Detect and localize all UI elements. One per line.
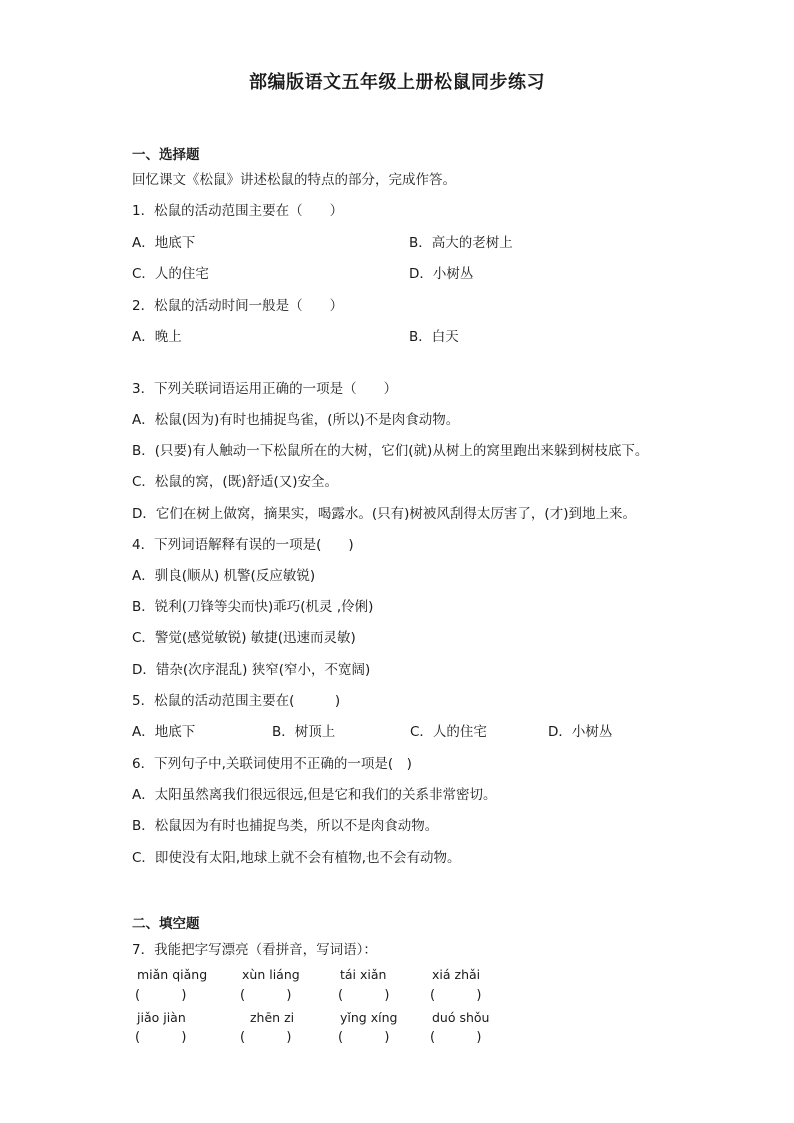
answer-blank[interactable]: ( ) <box>240 1030 292 1045</box>
question-4-option-d[interactable]: D．错杂(次序混乱) 狭窄(窄小，不宽阔) <box>132 662 371 678</box>
section-heading-fill: 二、填空题 <box>132 916 200 932</box>
question-5-option-c[interactable]: C．人的住宅 <box>410 724 487 740</box>
question-5-stem: 5．松鼠的活动范围主要在( ) <box>132 693 341 709</box>
answer-blank[interactable]: ( ) <box>430 1030 482 1045</box>
pinyin-item: zhēn zi <box>250 1010 295 1025</box>
question-6-option-b[interactable]: B．松鼠因为有时也捕捉鸟类，所以不是肉食动物。 <box>132 818 439 834</box>
section-heading-choice: 一、选择题 <box>132 147 200 163</box>
question-3-option-d[interactable]: D．它们在树上做窝，摘果实，喝露水。(只有)树被风刮得太厉害了，(才)到地上来。 <box>132 506 636 522</box>
answer-blank[interactable]: ( ) <box>430 988 482 1003</box>
pinyin-item: xiá zhǎi <box>432 967 481 982</box>
answer-blank[interactable]: ( ) <box>135 1030 187 1045</box>
question-2-option-a[interactable]: A．晚上 <box>132 329 182 345</box>
question-3-option-a[interactable]: A．松鼠(因为)有时也捕捉鸟雀，(所以)不是肉食动物。 <box>132 412 460 428</box>
pinyin-item: miǎn qiǎng <box>137 967 208 982</box>
question-6-option-a[interactable]: A．太阳虽然离我们很远很远,但是它和我们的关系非常密切。 <box>132 787 497 803</box>
question-4-option-a[interactable]: A．驯良(顺从) 机警(反应敏锐) <box>132 568 316 584</box>
section-intro: 回忆课文《松鼠》讲述松鼠的特点的部分，完成作答。 <box>132 172 456 188</box>
question-4-stem: 4．下列词语解释有误的一项是( ) <box>132 537 354 553</box>
question-2-option-b[interactable]: B．白天 <box>409 329 459 345</box>
question-5-option-d[interactable]: D．小树丛 <box>548 724 613 740</box>
question-1-option-b[interactable]: B．高大的老树上 <box>409 235 513 251</box>
question-3-stem: 3．下列关联词语运用正确的一项是（ ） <box>132 381 398 397</box>
pinyin-item: xùn liáng <box>242 967 300 982</box>
question-3-option-b[interactable]: B．(只要)有人触动一下松鼠所在的大树，它们(就)从树上的窝里跑出来躲到树枝底下。 <box>132 443 649 459</box>
answer-blank[interactable]: ( ) <box>338 1030 390 1045</box>
answer-blank[interactable]: ( ) <box>240 988 292 1003</box>
answer-blank[interactable]: ( ) <box>338 988 390 1003</box>
question-5-option-b[interactable]: B．树顶上 <box>272 724 336 740</box>
question-5-option-a[interactable]: A．地底下 <box>132 724 196 740</box>
question-7-stem: 7．我能把字写漂亮（看拼音，写词语）： <box>132 942 377 958</box>
question-6-stem: 6．下列句子中,关联词使用不正确的一项是( ) <box>132 756 412 772</box>
answer-blank[interactable]: ( ) <box>135 988 187 1003</box>
question-1-option-d[interactable]: D．小树丛 <box>409 266 474 282</box>
question-2-stem: 2．松鼠的活动时间一般是（ ） <box>132 298 344 314</box>
question-6-option-c[interactable]: C．即使没有太阳,地球上就不会有植物,也不会有动物。 <box>132 850 461 866</box>
page-title: 部编版语文五年级上册松鼠同步练习 <box>249 72 545 93</box>
pinyin-item: yǐng xíng <box>340 1010 398 1025</box>
question-4-option-c[interactable]: C．警觉(感觉敏锐) 敏捷(迅速而灵敏) <box>132 630 356 646</box>
pinyin-item: jiǎo jiàn <box>137 1010 186 1025</box>
question-4-option-b[interactable]: B．锐利(刀锋等尖而快)乖巧(机灵 ,伶俐) <box>132 599 374 615</box>
pinyin-item: tái xiǎn <box>340 967 387 982</box>
pinyin-item: duó shǒu <box>432 1010 490 1025</box>
question-1-stem: 1．松鼠的活动范围主要在（ ） <box>132 203 344 219</box>
question-1-option-a[interactable]: A．地底下 <box>132 235 196 251</box>
question-3-option-c[interactable]: C．松鼠的窝，(既)舒适(又)安全。 <box>132 474 338 490</box>
question-1-option-c[interactable]: C．人的住宅 <box>132 266 209 282</box>
